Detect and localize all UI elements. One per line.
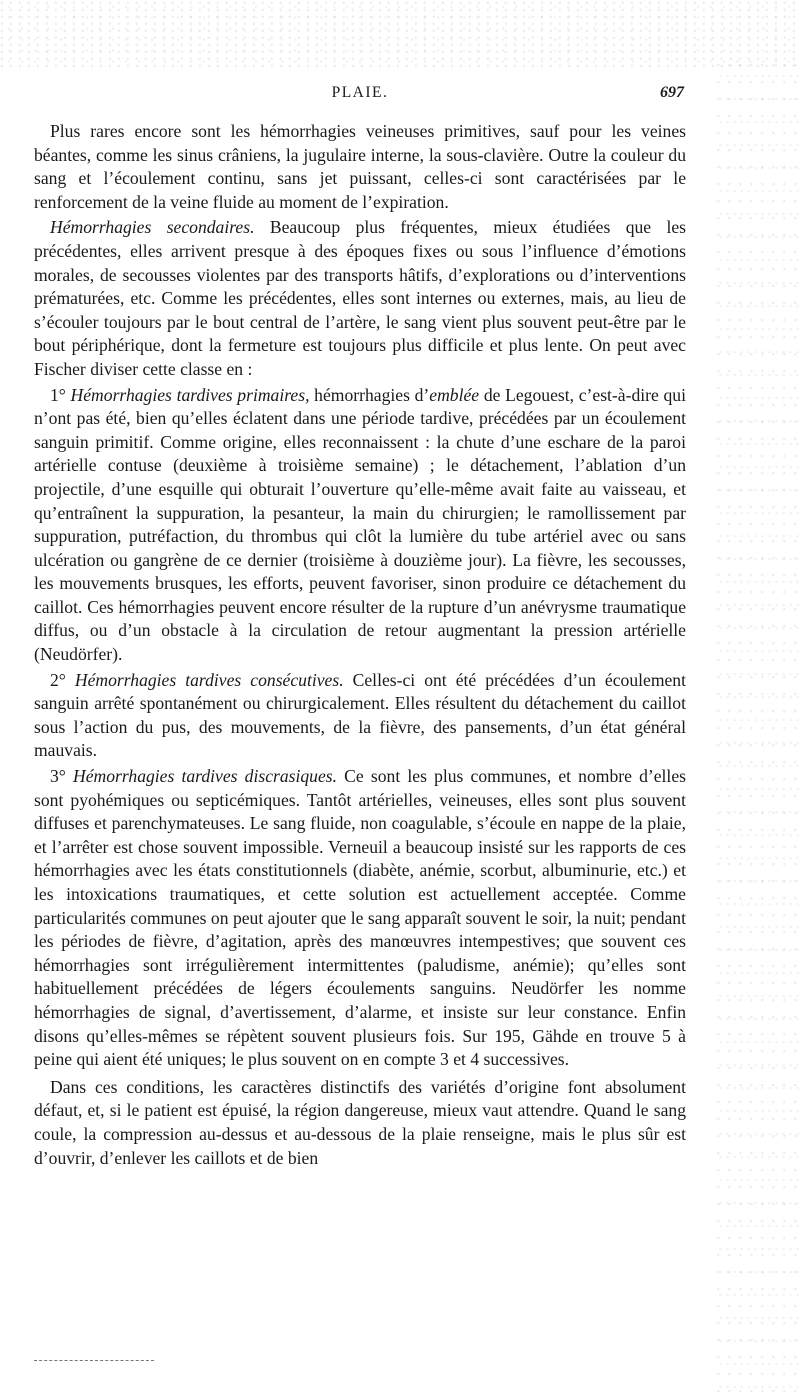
paragraph-tardive-consecutives <box>34 669 686 763</box>
scan-noise-top <box>0 0 800 70</box>
paragraph-text: Plus rares encore sont les hémorrhagies veineuses primitives, sauf pour les veines béantes, comme les sinus crâniens, la jugulaire interne, la sous-clavière. Outre la couleur du sang et l’écoulement continu, sans jet puissant, celles-ci sont caractérisées par le renforcement de la veine fluide au moment de l’expiration. <box>34 121 686 212</box>
paragraph-number: 2° <box>50 669 66 690</box>
paragraph-emphasis: emblée <box>429 384 480 405</box>
paragraph-text: Dans ces conditions, les caractères distinctifs des variétés d’origine font absolument défaut, et, si le patient est épuisé, la région dangereuse, mieux vaut attendre. Quand le sang coule, la compression au-dessus et au-dessous de la plaie renseigne, mais le plus sûr est d’ouvrir, d’enlever les caillots et de bien <box>34 1076 686 1168</box>
paragraph-conditions <box>34 1076 686 1170</box>
paragraph-text: Ce sont les plus communes, et nombre d’elles sont pyohémiques ou septicémiques. Tantôt artérielles, veineuses, elles sont plus souvent diffuses et parenchymateuses. Le sang fluide, non coagulable, s’écoule en nappe de la plaie, et l’arrêter est chose souvent impossible. Verneuil a beaucoup insisté sur les rapports de ces hémorrhagies avec les états constitutionnels (diabète, anémie, scorbut, albuminurie, etc.) et les intoxications traumatiques, et cette solution est actuellement acceptée. Comme particularités communes on peut ajouter que le sang apparaît souvent le soir, la nuit; pendant les périodes de fièvre, d’agitation, après des manœuvres intempestives; que souvent ces hémorrhagies sont irrégulièrement intermittentes (paludisme, anémie); qu’elles sont habituellement précédées de légers écoulements sanguins. Neudörfer les nomme hémorrhagies de signal, d’avertissement, d’alarme, et insiste sur leur constance. Enfin disons qu’elles-mêmes se répètent souvent plusieurs fois. Sur 195, Gähde en trouve 5 à peine qui aient été uniques; le plus souvent on en compte 3 et 4 successives. <box>34 766 686 1070</box>
page-header <box>36 84 684 110</box>
paragraph-text-before: hémorrhagies d’ <box>309 384 430 405</box>
paragraph-number: 3° <box>50 766 66 787</box>
paragraph-number: 1° <box>50 384 66 405</box>
paragraph-text: de Legouest, c’est-à-dire qui n’ont pas été, bien qu’elles éclatent dans une période tardive, précédées par un écoulement sanguin primitif. Comme origine, elles reconnaissent : la chute d’une eschare de la paroi artérielle contuse (deuxième à troisième semaine) ; le détachement, l’ablation d’un projectile, d’une esquille qui obturait l’ouverture qu’elle-même avait faite au vaisseau, et qu’entraînent la suppuration, la pesanteur, la main du chirurgien; le ramollissement par suppuration, putréfaction, du thrombus qui clôt la lumière du tube artériel avec ou sans ulcération ou gangrène de ce dernier (troisième à douzième jour). La fièvre, les secousses, les mouvements brusques, les efforts, peuvent favoriser, sinon produire ce détachement du caillot. Ces hémorrhagies peuvent encore résulter de la rupture d’un anévrysme traumatique diffus, ou d’un obstacle à la circulation de retour augmentant la pression artérielle (Neudörfer). <box>34 384 686 665</box>
footer-rule <box>34 1360 154 1361</box>
page-body <box>34 120 686 1172</box>
paragraph-lead: Hémorrhagies tardives primaires, <box>70 384 310 405</box>
paragraph-tardive-primaires <box>34 384 686 667</box>
paragraph-text: Celles-ci ont été précédées d’un écoulement sanguin arrêté spontanément ou chirurgicalement. Elles résultent du détachement du caillot sous l’action du pus, des mouvements, de la fièvre, des pansements, d’un état général mauvais. <box>34 669 686 761</box>
page-number: 697 <box>660 84 684 101</box>
paragraph-tardive-discrasiques <box>34 765 686 1072</box>
paragraph-lead: Hémorrhagies tardives discrasiques. <box>73 766 338 787</box>
paragraph-lead: Hémorrhagies tardives consécutives. <box>74 669 344 690</box>
paragraph-secondary-hemorrhages <box>34 216 686 381</box>
paragraph-venous-hemorrhages <box>34 120 686 214</box>
scan-noise-right <box>715 60 800 1399</box>
running-head: PLAIE. <box>331 84 389 101</box>
paragraph-text: Beaucoup plus fréquentes, mieux étudiées que les précédentes, elles arrivent presque à des époques fixes ou sous l’influence d’émotions morales, de secousses violentes par des transports hâtifs, d’explorations ou d’interventions prématurées, etc. Comme les précédentes, elles sont internes ou externes, mais, au lieu de s’écouler toujours par le bout central de l’artère, le sang vient plus souvent peut-être par le bout périphérique, dont la fermeture est toujours plus difficile et plus lente. On peut avec Fischer diviser cette classe en : <box>34 217 687 379</box>
paragraph-lead: Hémorrhagies secondaires. <box>50 217 255 238</box>
